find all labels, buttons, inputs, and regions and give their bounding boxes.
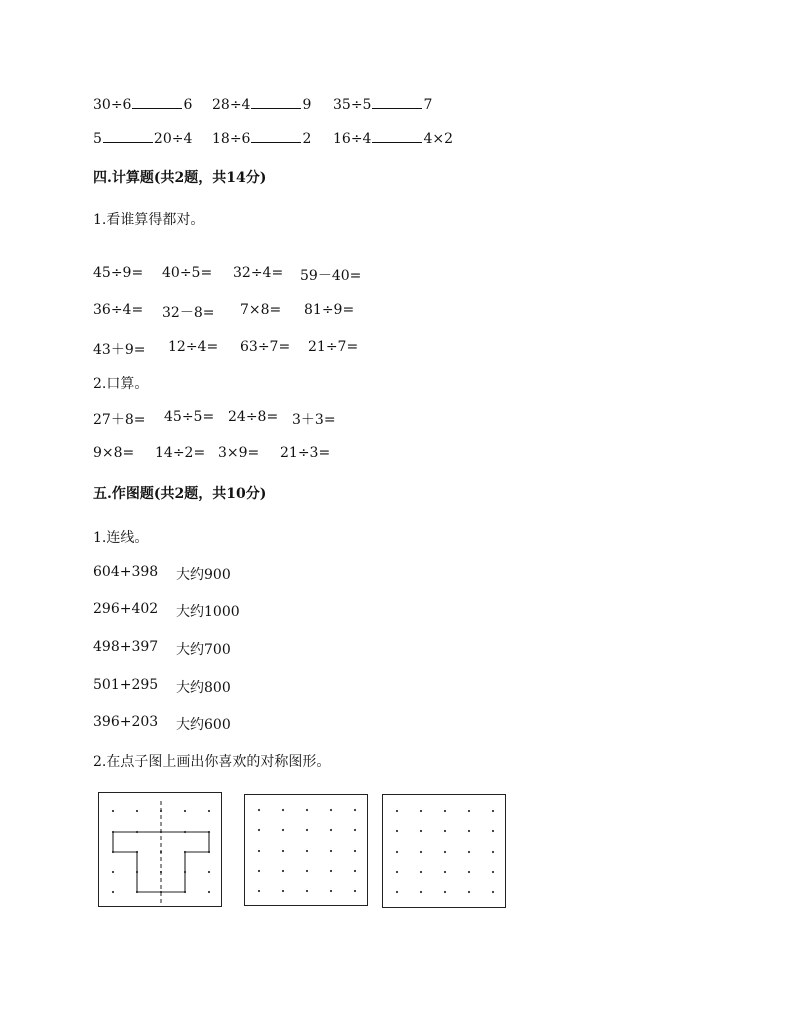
compare-right: 6 (183, 97, 193, 113)
calc-item: 7×8= (240, 302, 282, 318)
section-5-q2-prompt: 2.在点子图上画出你喜欢的对称图形。 (93, 754, 331, 770)
calc-item: 9×8= (93, 445, 135, 461)
section-4-heading: 四.计算题(共2题，共14分) (93, 170, 267, 186)
section-4-q2-prompt: 2.口算。 (93, 376, 149, 392)
section-5-heading: 五.作图题(共2题，共10分) (93, 486, 267, 502)
match-expression[interactable]: 396+203 (93, 714, 159, 730)
match-expression[interactable]: 501+295 (93, 677, 159, 693)
answer-blank[interactable] (372, 94, 422, 109)
calc-item: 12÷4= (168, 339, 219, 355)
compare-left: 28÷4 (212, 97, 251, 113)
calc-item: 59－40= (300, 268, 362, 284)
compare-item (212, 94, 311, 113)
calc-item: 40÷5= (162, 265, 213, 281)
calc-item: 32÷4= (233, 265, 284, 281)
calc-item: 27＋8= (93, 412, 146, 428)
compare-item (93, 128, 192, 147)
match-expression[interactable]: 296+402 (93, 601, 159, 617)
compare-right: 9 (302, 97, 312, 113)
answer-blank[interactable] (103, 128, 153, 143)
match-estimate[interactable]: 大约800 (176, 680, 231, 696)
dot-grid-blank-2[interactable] (382, 794, 506, 908)
answer-blank[interactable] (251, 128, 301, 143)
match-estimate[interactable]: 大约700 (176, 642, 231, 658)
calc-item: 3＋3= (292, 412, 336, 428)
compare-left: 16÷4 (333, 131, 372, 147)
match-estimate[interactable]: 大约900 (176, 567, 231, 583)
calc-item: 32－8= (162, 305, 215, 321)
calc-item: 21÷3= (280, 445, 331, 461)
compare-left: 18÷6 (212, 131, 251, 147)
answer-blank[interactable] (132, 94, 182, 109)
calc-item: 3×9= (218, 445, 260, 461)
compare-right: 20÷4 (153, 131, 193, 147)
match-estimate[interactable]: 大约1000 (176, 604, 240, 620)
match-estimate[interactable]: 大约600 (176, 717, 231, 733)
compare-left: 35÷5 (333, 97, 372, 113)
calc-item: 21÷7= (308, 339, 359, 355)
calc-item: 43＋9= (93, 342, 146, 358)
calc-item: 63÷7= (240, 339, 291, 355)
section-4-q1-prompt: 1.看谁算得都对。 (93, 212, 205, 228)
compare-item (212, 128, 311, 147)
match-expression[interactable]: 604+398 (93, 564, 159, 580)
calc-item: 24÷8= (228, 409, 279, 425)
dot-grid-blank-1[interactable] (244, 794, 368, 906)
compare-item (333, 94, 432, 113)
calc-item: 36÷4= (93, 302, 144, 318)
compare-right: 4×2 (423, 131, 453, 147)
compare-right: 2 (302, 131, 312, 147)
dot-grid-example (98, 792, 222, 907)
section-5-q1-prompt: 1.连线。 (93, 530, 149, 546)
answer-blank[interactable] (372, 128, 422, 143)
compare-left: 30÷6 (93, 97, 132, 113)
compare-right: 7 (423, 97, 433, 113)
answer-blank[interactable] (251, 94, 301, 109)
calc-item: 45÷9= (93, 265, 144, 281)
calc-item: 81÷9= (304, 302, 355, 318)
compare-item (333, 128, 453, 147)
calc-item: 14÷2= (155, 445, 206, 461)
calc-item: 45÷5= (164, 409, 215, 425)
compare-item (93, 94, 192, 113)
match-expression[interactable]: 498+397 (93, 639, 159, 655)
compare-left: 5 (93, 131, 102, 147)
